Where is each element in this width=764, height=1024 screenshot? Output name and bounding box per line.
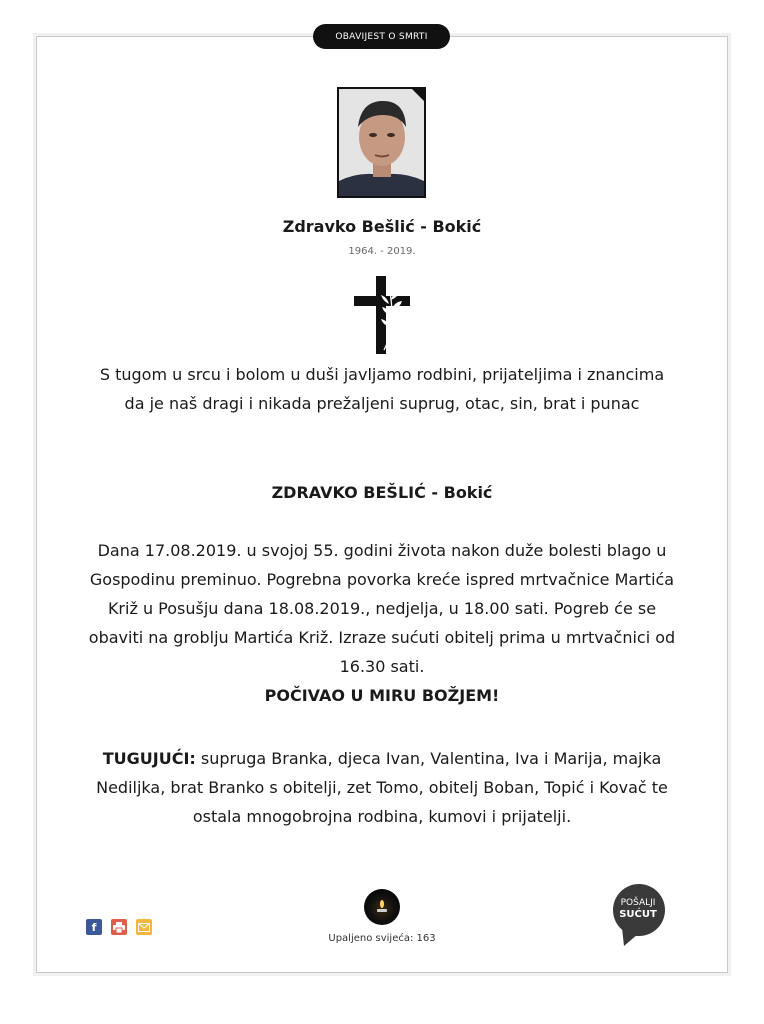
portrait-photo: [337, 87, 426, 198]
details-text: [80, 536, 684, 710]
cross-icon: [354, 276, 410, 354]
intro-line-1: S tugom u srcu i bolom u duši javljamo rodbini, prijateljima i znancima: [99, 365, 665, 384]
person-years: 1964. - 2019.: [348, 246, 416, 257]
mourners-text: [80, 744, 684, 831]
mourning-ribbon: [411, 88, 425, 102]
mourners-list: supruga Branka, djeca Ivan, Valentina, Iva i Marija, majka Nediljka, brat Branko s obitelji, zet Tomo, obitelj Boban, Topić i Kovač te ostala mnogobrojna rodbina, kumovi i prijatelji.: [96, 749, 668, 826]
mourners-label: TUGUJUĆI:: [102, 749, 196, 768]
candle-button[interactable]: [364, 889, 400, 925]
candles-count: Upaljeno svijeća: 163: [328, 933, 436, 944]
deceased-name: ZDRAVKO BEŠLIĆ - Bokić: [271, 483, 493, 502]
intro-text: [80, 360, 684, 418]
rip-text: POČIVAO U MIRU BOŽJEM!: [264, 686, 500, 705]
condolence-line-2: SUĆUT: [619, 909, 657, 920]
condolence-line-1: POŠALJI: [620, 898, 656, 908]
notice-badge: OBAVIJEST O SMRTI: [313, 24, 450, 49]
person-name: Zdravko Bešlić - Bokić: [282, 217, 482, 236]
funeral-details: Dana 17.08.2019. u svojoj 55. godini života nakon duže bolesti blago u Gospodinu preminuo. Pogrebna povorka kreće ispred mrtvačnice Martića Križ u Posušju dana 18.08.2019., nedjelja, u 18.00 sati. Pogreb će se obaviti na groblju Martića Križ. Izraze sućuti obitelj prima u mrtvačnici od 16.30 sati.: [88, 541, 676, 676]
facebook-icon[interactable]: f: [86, 919, 102, 935]
condolence-label[interactable]: [612, 897, 664, 921]
intro-line-2: da je naš dragi i nikada prežaljeni suprug, otac, sin, brat i punac: [124, 394, 640, 413]
